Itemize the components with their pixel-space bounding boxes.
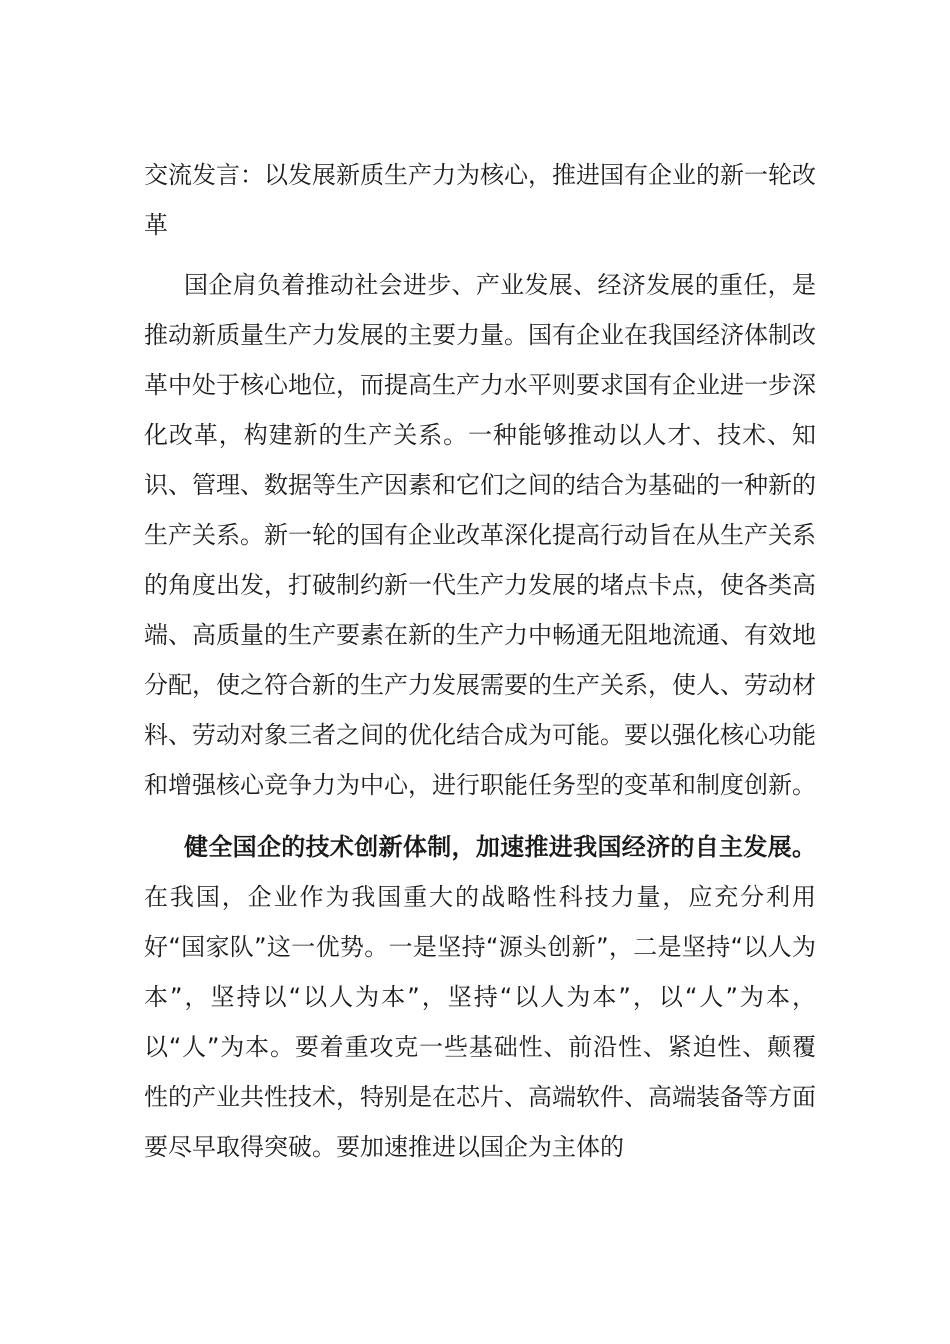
document-title: 交流发言：以发展新质生产力为核心，推进国有企业的新一轮改革 xyxy=(144,161,816,239)
paragraph-2 xyxy=(144,822,816,1172)
paragraph-2-lead: 健全国企的技术创新体制，加速推进我国经济的自主发展。 xyxy=(184,833,816,861)
paragraph-1 xyxy=(144,260,816,810)
document-page xyxy=(144,150,816,1172)
paragraph-1-text: 国企肩负着推动社会进步、产业发展、经济发展的重任，是推动新质量生产力发展的主要力量。国有企业在我国经济体制改革中处于核心地位，而提高生产力水平则要求国有企业进一步深化改革，构建新的生产关系。一种能够推动以人才、技术、知识、管理、数据等生产因素和它们之间的结合为基础的一种新的生产关系。新一轮的国有企业改革深化提高行动旨在从生产关系的角度出发，打破制约新一代生产力发展的堵点卡点，使各类高端、高质量的生产要素在新的生产力中畅通无阻地流通、有效地分配，使之符合新的生产力发展需要的生产关系，使人、劳动材料、劳动对象三者之间的优化结合成为可能。要以强化核心功能和增强核心竞争力为中心，进行职能任务型的变革和制度创新。 xyxy=(144,271,816,799)
paragraph-2-text: 在我国，企业作为我国重大的战略性科技力量，应充分利用好“国家队”这一优势。一是坚持“源头创新”，二是坚持“以人为本”，坚持以“以人为本”，坚持“以人为本”，以“人”为本，以“人”为本。要着重攻克一些基础性、前沿性、紧迫性、颠覆性的产业共性技术，特别是在芯片、高端软件、高端装备等方面要尽早取得突破。要加速推进以国企为主体的 xyxy=(144,883,816,1161)
